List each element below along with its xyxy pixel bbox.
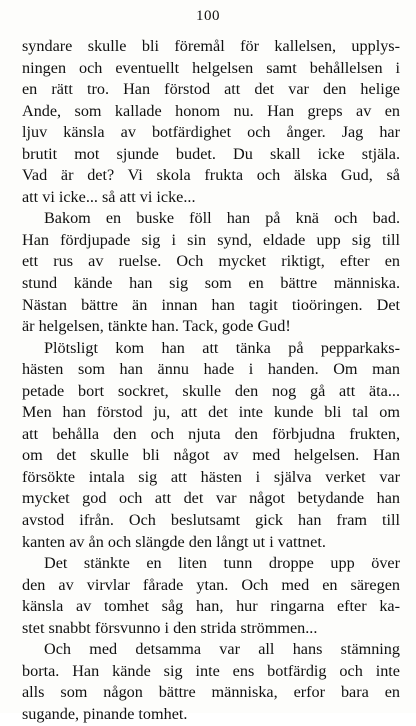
paragraph bbox=[22, 553, 400, 639]
body-text bbox=[22, 36, 400, 726]
text-line: kanten av ån och slängde den långt ut i vattnet. bbox=[22, 532, 326, 551]
text-line: syndare skulle bli föremål för kallelsen, upplys- bbox=[22, 37, 400, 55]
text-line: Och med detsamma var all hans stämning bbox=[44, 640, 400, 659]
text-line: att vi icke... så att vi icke... bbox=[22, 187, 196, 206]
text-line: ett rus av ruelse. Och mycket riktigt, efter en bbox=[22, 252, 400, 271]
text-line: ljuv känsla av botfärdighet och ånger. Jag har bbox=[22, 123, 400, 142]
text-line: Nästan bättre än innan han tagit tioöringen. Det bbox=[22, 295, 400, 314]
text-line: hästen som han ännu hade i handen. Om man bbox=[22, 360, 400, 379]
text-line: om det skulle bli något av med helgelsen. Han bbox=[22, 446, 400, 465]
text-line: den av virvlar fårade ytan. Och med en säregen bbox=[22, 575, 400, 594]
text-line: Det stänkte en liten tunn droppe upp över bbox=[44, 554, 400, 573]
paragraph bbox=[22, 338, 400, 553]
text-line: brutit mot sjunde budet. Du skall icke stjäla. bbox=[22, 144, 400, 163]
paragraph bbox=[22, 208, 400, 337]
text-line: Ande, som kallade honom nu. Han greps av en bbox=[22, 101, 400, 120]
text-line: stund kände han sig som en bättre människa. bbox=[22, 274, 400, 293]
text-line: att behålla den och njuta den förbjudna frukten, bbox=[22, 424, 400, 443]
text-line: är helgelsen, tänkte han. Tack, gode Gud! bbox=[22, 317, 291, 336]
text-line: mycket god och att det var något betydande han bbox=[22, 489, 400, 508]
text-line: borta. Han kände sig inte ens botfärdig och inte bbox=[22, 661, 400, 680]
text-line: Plötsligt kom han att tänka på pepparkaks- bbox=[44, 338, 400, 357]
paragraph bbox=[22, 36, 400, 208]
text-line: känsla av tomhet såg han, hur ringarna efter ka- bbox=[22, 597, 400, 616]
text-line: ningen och eventuellt helgelsen samt behållelsen i bbox=[22, 58, 400, 77]
text-line: en rätt tro. Han förstod att det var den helige bbox=[22, 80, 400, 99]
text-line: Han fördjupade sig i sin synd, eldade upp sig till bbox=[22, 230, 400, 249]
text-line: Bakom en buske föll han på knä och bad. bbox=[44, 209, 400, 228]
text-line: Men han förstod ju, att det inte kunde bli tal om bbox=[22, 403, 400, 422]
text-line: stet snabbt försvunno i den strida strömmen... bbox=[22, 618, 318, 637]
page-number: 100 bbox=[196, 8, 220, 24]
text-line: avstod ifrån. Och beslutsamt gick han fram till bbox=[22, 511, 400, 530]
text-line: försökte intala sig att hästen i själva verket var bbox=[22, 467, 400, 486]
text-line: sugande, pinande tomhet. bbox=[22, 704, 188, 723]
text-line: alls som någon bättre människa, erfor bara en bbox=[22, 683, 400, 702]
text-line: Vad är det? Vi skola frukta och älska Gud, så bbox=[22, 166, 400, 185]
text-line: petade bort sockret, skulle den nog gå att äta... bbox=[22, 381, 400, 400]
